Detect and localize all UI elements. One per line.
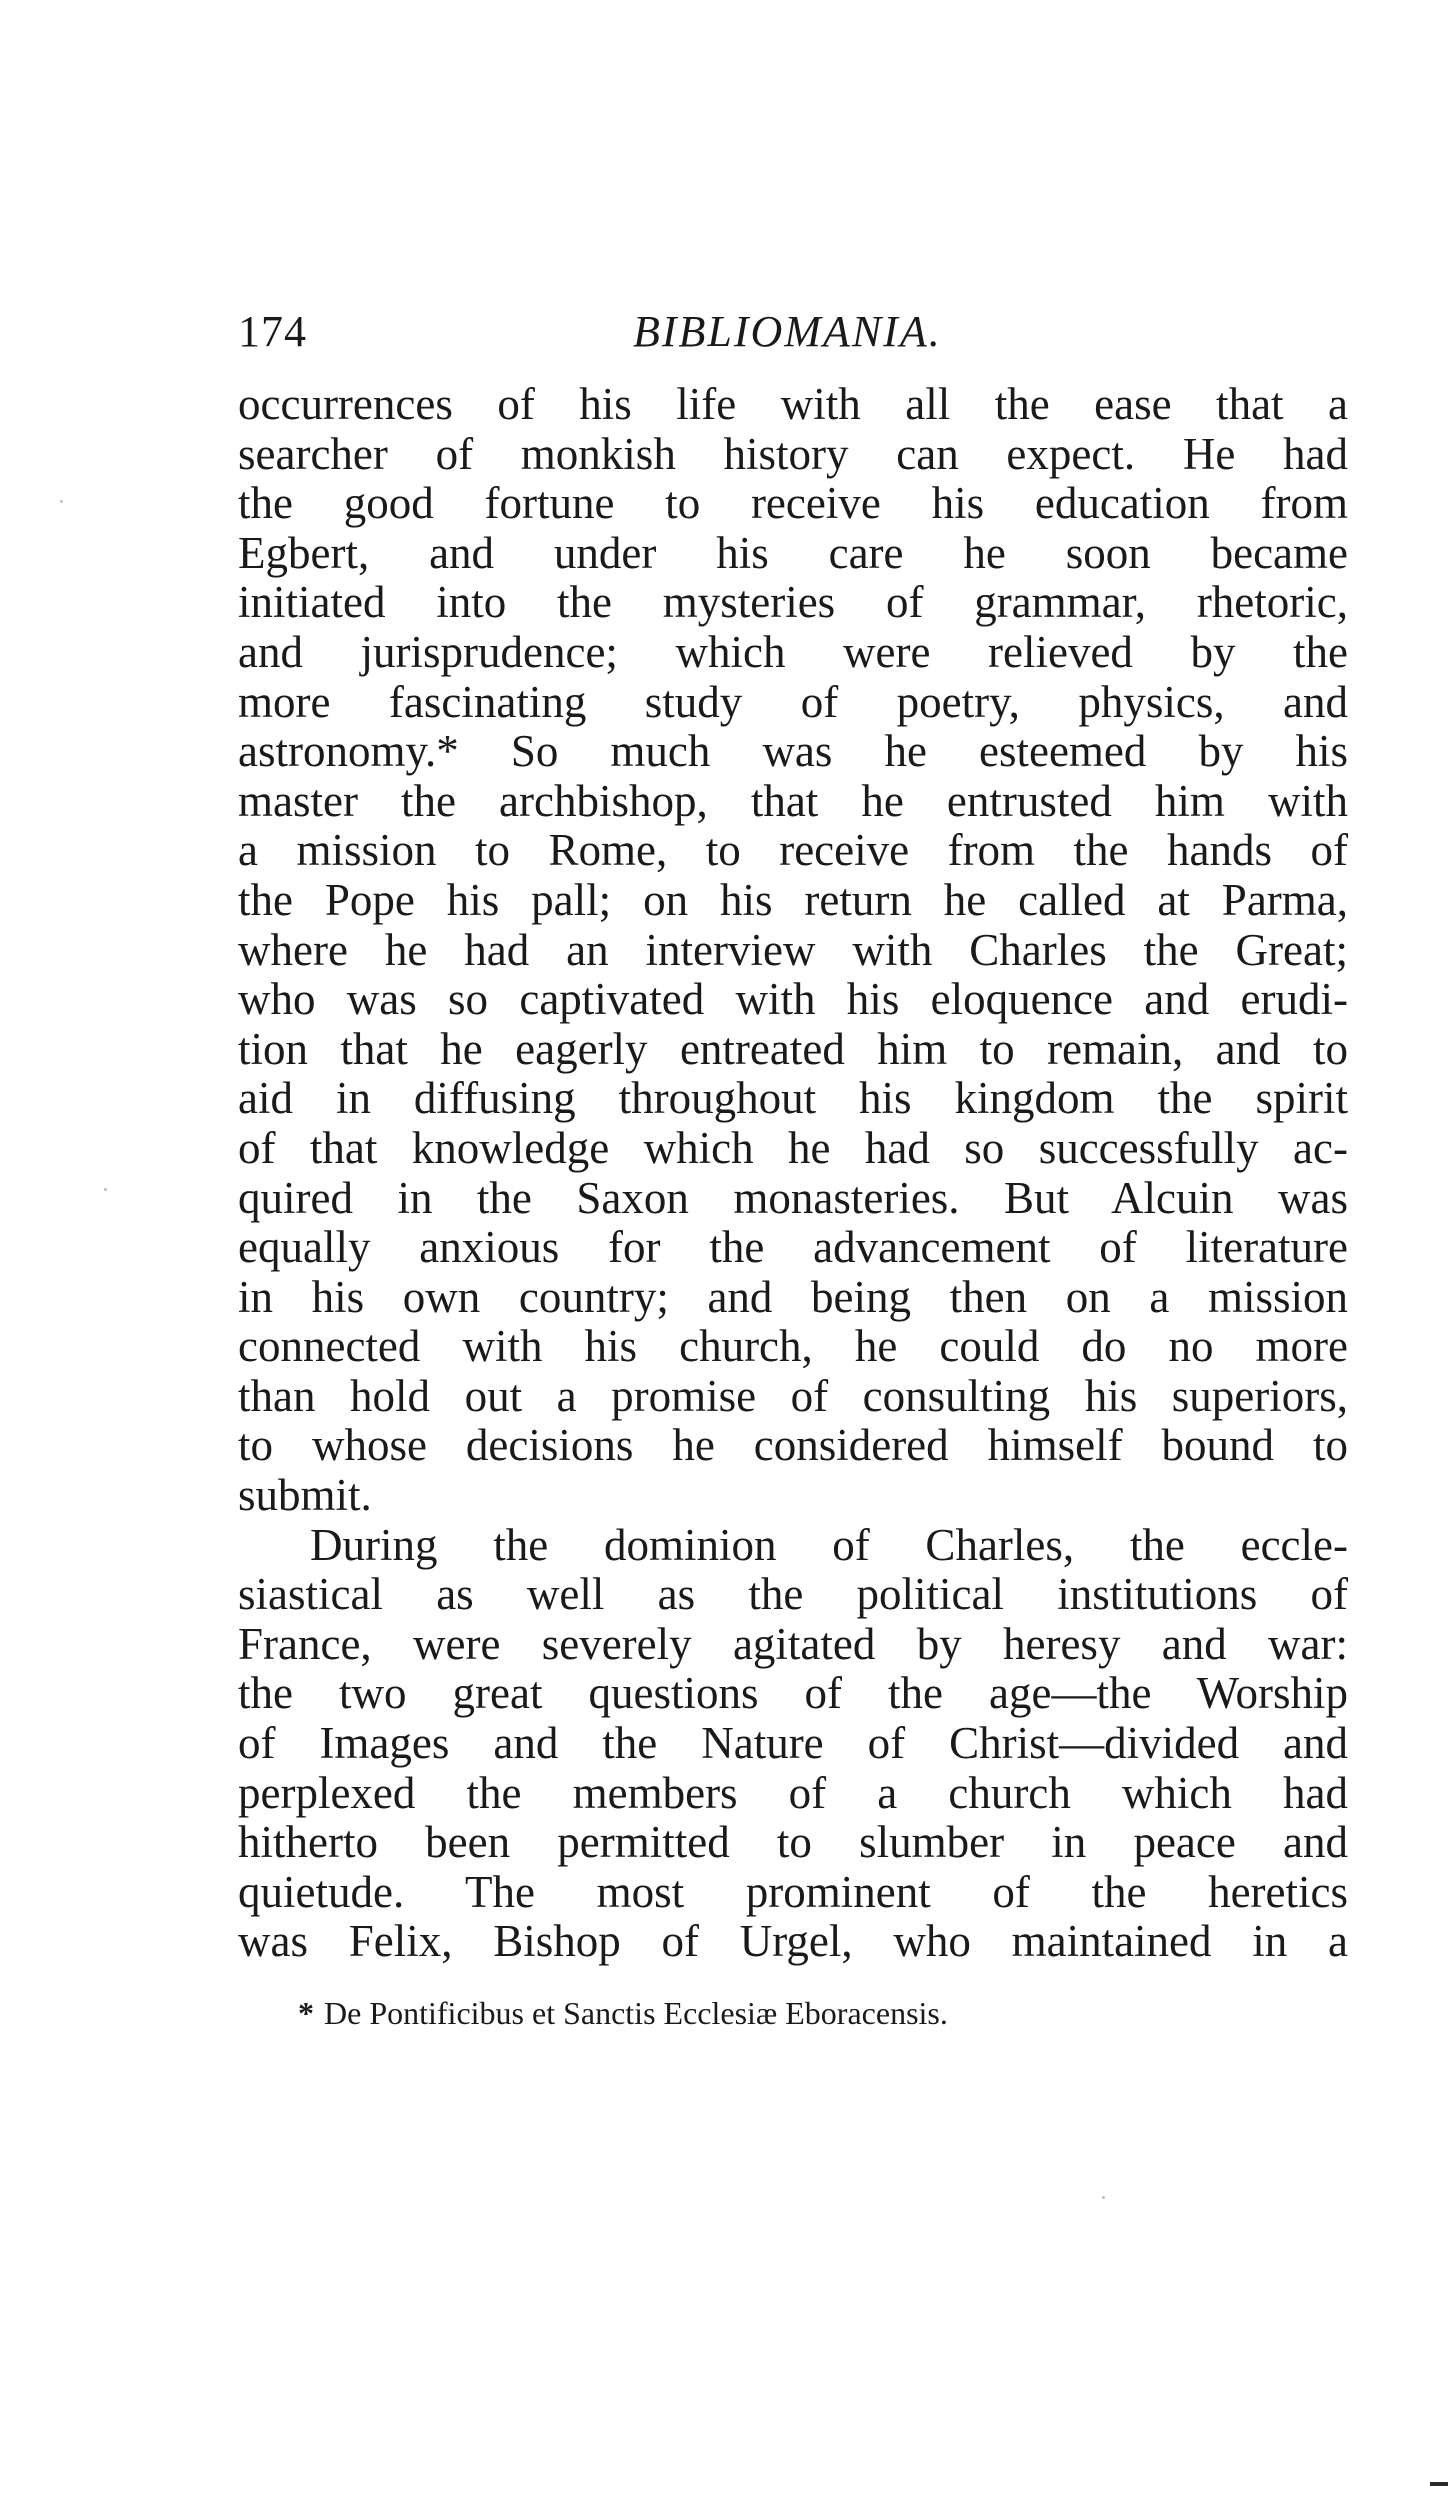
text-line: of that knowledge which he had so successfully ac- bbox=[238, 1123, 1348, 1173]
page-edge-mark bbox=[1430, 2482, 1448, 2486]
footnote bbox=[298, 1993, 1348, 2033]
text-line: in his own country; and being then on a mission bbox=[238, 1272, 1348, 1322]
text-line: of Images and the Nature of Christ—divided and bbox=[238, 1719, 1348, 1769]
text-line: perplexed the members of a church which had bbox=[238, 1768, 1348, 1818]
text-line: master the archbishop, that he entrusted him with bbox=[238, 776, 1348, 826]
text-line: Egbert, and under his care he soon became bbox=[238, 528, 1348, 578]
running-title: BIBLIOMANIA. bbox=[633, 307, 942, 356]
paragraph-1 bbox=[238, 380, 1348, 1521]
text-line: connected with his church, he could do no more bbox=[238, 1322, 1348, 1372]
paper-speck bbox=[1102, 2196, 1105, 2199]
text-line: the Pope his pall; on his return he called at Parma, bbox=[238, 875, 1348, 925]
text-line: was Felix, Bishop of Urgel, who maintained in a bbox=[238, 1917, 1348, 1967]
text-line: occurrences of his life with all the ease that a bbox=[238, 380, 1348, 429]
text-line: where he had an interview with Charles the Great; bbox=[238, 925, 1348, 975]
text-line: to whose decisions he considered himself bound to bbox=[238, 1421, 1348, 1471]
paper-speck bbox=[104, 1188, 107, 1191]
text-line: the two great questions of the age—the Worship bbox=[238, 1669, 1348, 1719]
text-line: a mission to Rome, to receive from the hands of bbox=[238, 826, 1348, 876]
text-line: and jurisprudence; which were relieved by the bbox=[238, 627, 1348, 677]
text-line: the good fortune to receive his education from bbox=[238, 479, 1348, 529]
text-line: quired in the Saxon monasteries. But Alcuin was bbox=[238, 1173, 1348, 1223]
text-line: France, were severely agitated by heresy and war: bbox=[238, 1619, 1348, 1669]
paper-speck bbox=[60, 500, 63, 503]
text-line: more fascinating study of poetry, physics, and bbox=[238, 677, 1348, 727]
text-line: who was so captivated with his eloquence and erudi- bbox=[238, 975, 1348, 1025]
page-header bbox=[238, 300, 1348, 360]
text-line: submit. bbox=[238, 1471, 372, 1521]
paragraph-2 bbox=[238, 1521, 1348, 1967]
text-line: quietude. The most prominent of the heretics bbox=[238, 1867, 1348, 1917]
body-text bbox=[238, 380, 1348, 1967]
text-line: than hold out a promise of consulting his superiors, bbox=[238, 1371, 1348, 1421]
text-line: initiated into the mysteries of grammar, rhetoric, bbox=[238, 578, 1348, 628]
text-line: hitherto been permitted to slumber in peace and bbox=[238, 1818, 1348, 1868]
footnote-text: De Pontificibus et Sanctis Ecclesiæ Eboracensis. bbox=[324, 1995, 948, 2031]
text-line: siastical as well as the political institutions of bbox=[238, 1570, 1348, 1620]
text-line: tion that he eagerly entreated him to remain, and to bbox=[238, 1024, 1348, 1074]
page-number: 174 bbox=[238, 307, 307, 356]
text-line: During the dominion of Charles, the eccle- bbox=[310, 1520, 1348, 1570]
text-line: equally anxious for the advancement of literature bbox=[238, 1223, 1348, 1273]
text-line: aid in diffusing throughout his kingdom the spirit bbox=[238, 1074, 1348, 1124]
text-line: astronomy.* So much was he esteemed by his bbox=[238, 727, 1348, 777]
text-line: searcher of monkish history can expect. He had bbox=[238, 429, 1348, 479]
footnote-marker: * bbox=[298, 1995, 314, 2031]
